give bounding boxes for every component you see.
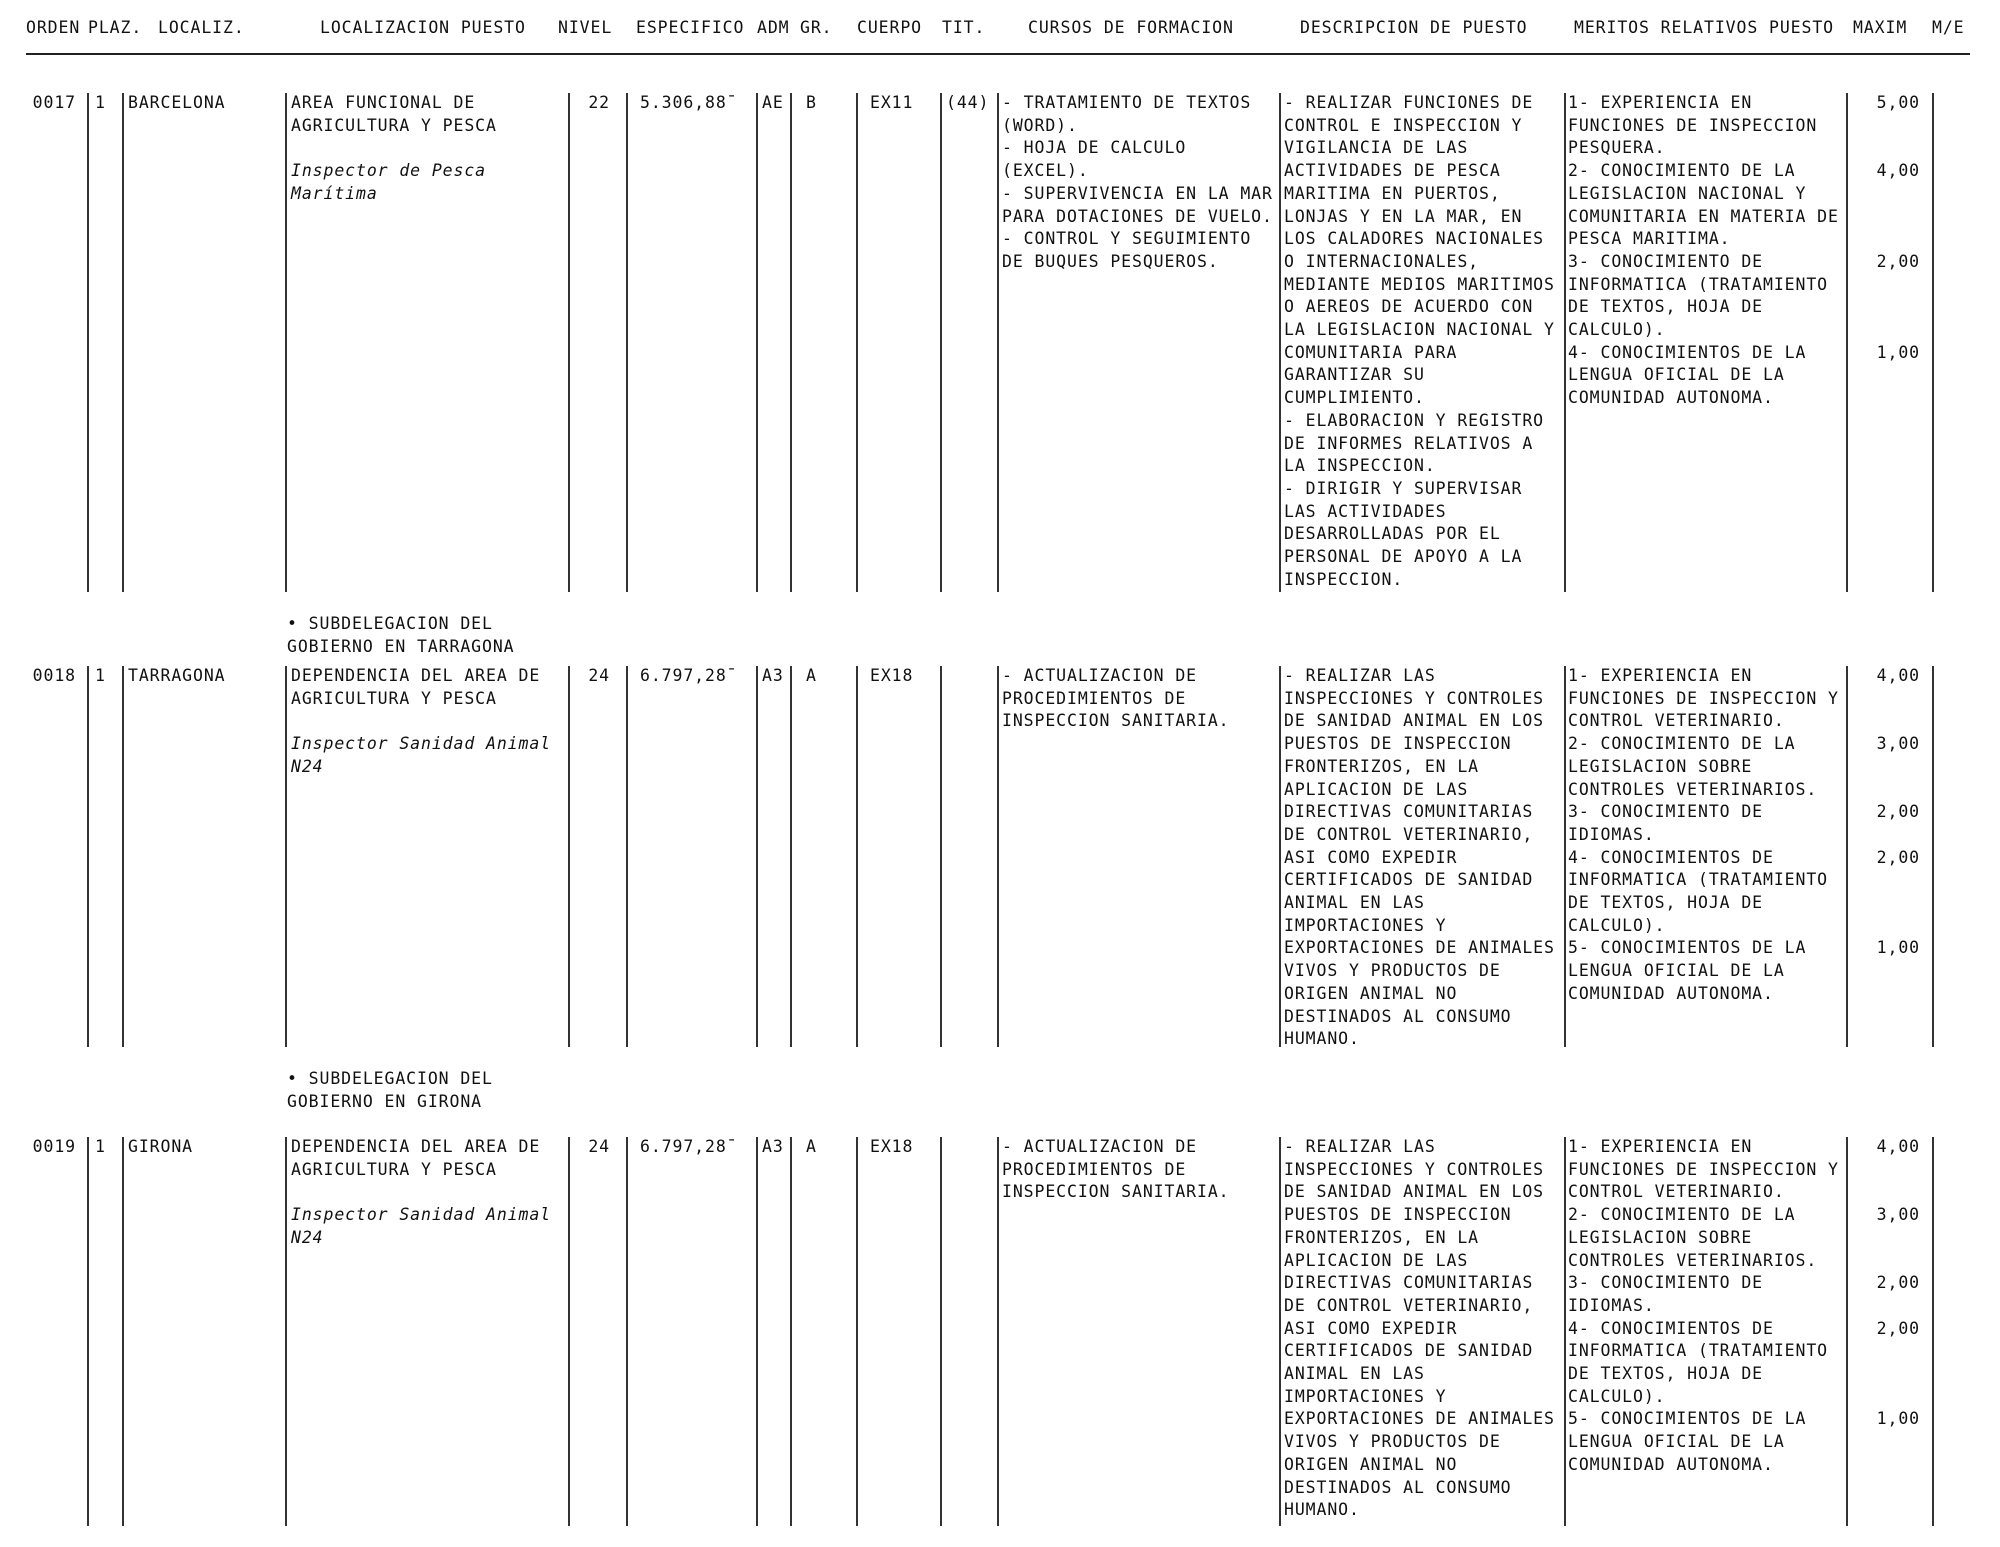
cursos-line: - ACTUALIZACION DE [1002,666,1198,685]
column-divider [940,666,942,1047]
puesto-line: Marítima [291,183,378,203]
descripcion-line: COMUNITARIA PARA [1284,342,1458,362]
column-divider [626,1137,628,1526]
descripcion-line: LA LEGISLACION NACIONAL Y [1284,320,1555,339]
descripcion-line: VIVOS Y PRODUCTOS DE [1284,1432,1501,1452]
descripcion-line: - REALIZAR LAS [1284,1137,1436,1156]
adm-cell: A3 [762,1137,784,1156]
nivel-cell: 22 [588,93,610,112]
nivel-cell: 24 [588,666,610,685]
column-header: DESCRIPCION DE PUESTO [1300,18,1528,37]
gr-cell: A [806,666,817,685]
adm-cell: A3 [762,666,784,685]
meritos-line: INFORMATICA (TRATAMIENTO [1568,274,1829,294]
tit-cell: (44) [946,93,990,112]
meritos-line: COMUNITARIA EN MATERIA DE [1568,206,1839,226]
meritos-line: DE TEXTOS, HOJA DE [1568,1364,1764,1383]
descripcion-line: MARITIMA EN PUERTOS, [1284,183,1501,203]
column-divider [1279,93,1281,592]
column-divider [997,1137,999,1526]
column-divider [790,93,792,592]
cursos-line: PROCEDIMIENTOS DE [1002,688,1187,708]
meritos-line: FUNCIONES DE INSPECCION Y [1568,688,1839,708]
meritos-line: DE TEXTOS, HOJA DE [1568,893,1764,912]
cursos-line: PROCEDIMIENTOS DE [1002,1159,1187,1179]
cursos-line: (EXCEL). [1002,161,1089,181]
puesto-line: DEPENDENCIA DEL AREA DE [291,666,541,685]
column-divider [940,1137,942,1526]
puesto-line: DEPENDENCIA DEL AREA DE [291,1137,541,1156]
meritos-line: 1- EXPERIENCIA EN [1568,1137,1753,1156]
descripcion-line: ACTIVIDADES DE PESCA [1284,161,1501,181]
meritos-line: COMUNIDAD AUTONOMA. [1568,1454,1774,1474]
descripcion-line: - REALIZAR FUNCIONES DE [1284,93,1534,112]
descripcion-line: CERTIFICADOS DE SANIDAD [1284,1341,1534,1361]
column-header: CUERPO [857,18,923,37]
column-divider [1279,1137,1281,1526]
cursos-line: - HOJA DE CALCULO [1002,138,1187,158]
column-header: TIT. [942,18,986,37]
descripcion-line: PUESTOS DE INSPECCION [1284,734,1512,754]
especifico-cell: 5.306,88¯ [640,93,738,112]
column-divider [790,1137,792,1526]
column-divider [87,666,89,1047]
descripcion-line: ANIMAL EN LAS [1284,893,1425,912]
meritos-line: COMUNIDAD AUTONOMA. [1568,388,1774,408]
meritos-line: CONTROLES VETERINARIOS. [1568,1250,1818,1270]
meritos-line: 2- CONOCIMIENTO DE LA [1568,161,1796,181]
descripcion-line: - ELABORACION Y REGISTRO [1284,410,1545,430]
column-header: PLAZ. [88,18,143,37]
maxim-value: 3,00 [1876,1205,1920,1225]
puesto-line: Inspector Sanidad Animal [291,1205,552,1225]
maxim-value: 2,00 [1876,1273,1920,1293]
meritos-line: INFORMATICA (TRATAMIENTO [1568,870,1829,890]
cursos-line: - CONTROL Y SEGUIMIENTO [1002,229,1252,249]
column-header: ADM [757,18,790,37]
meritos-line: FUNCIONES DE INSPECCION Y [1568,1159,1839,1179]
descripcion-line: IMPORTACIONES Y [1284,1386,1447,1406]
descripcion-line: FRONTERIZOS, EN LA [1284,1227,1480,1247]
column-divider [1846,666,1848,1047]
meritos-line: LENGUA OFICIAL DE LA [1568,1432,1785,1452]
section-heading: • SUBDELEGACION DEL GOBIERNO EN GIRONA [287,1069,493,1111]
column-divider [790,666,792,1047]
column-divider [1932,93,1934,592]
meritos-line: 3- CONOCIMIENTO DE [1568,251,1764,271]
column-header: MAXIM [1853,18,1908,37]
column-divider [568,666,570,1047]
puesto-line: AREA FUNCIONAL DE [291,93,476,112]
orden-cell: 0019 [32,1137,76,1156]
column-divider [285,93,287,592]
meritos-line: PESCA MARITIMA. [1568,229,1731,249]
column-header: LOCALIZ. [158,18,245,37]
meritos-line: LENGUA OFICIAL DE LA [1568,365,1785,385]
descripcion-line: DE CONTROL VETERINARIO, [1284,824,1534,844]
descripcion-line: APLICACION DE LAS [1284,1250,1469,1270]
localiz-cell: TARRAGONA [128,666,226,685]
column-divider [940,93,942,592]
meritos-line: CONTROL VETERINARIO. [1568,1182,1785,1202]
puesto-line: AGRICULTURA Y PESCA [291,1159,497,1179]
meritos-line: LEGISLACION SOBRE [1568,1227,1753,1247]
meritos-line: DE TEXTOS, HOJA DE [1568,297,1764,317]
descripcion-line: O AEREOS DE ACUERDO CON [1284,297,1534,317]
descripcion-line: INSPECCIONES Y CONTROLES [1284,1159,1545,1179]
descripcion-line: DE INFORMES RELATIVOS A [1284,433,1534,453]
cuerpo-cell: EX11 [870,93,914,112]
column-divider [1932,666,1934,1047]
puesto-line: N24 [291,756,324,776]
descripcion-line: CUMPLIMIENTO. [1284,388,1425,408]
cuerpo-cell: EX18 [870,666,914,685]
meritos-line: 2- CONOCIMIENTO DE LA [1568,1205,1796,1225]
descripcion-line: EXPORTACIONES DE ANIMALES [1284,938,1555,958]
column-divider [1564,93,1566,592]
meritos-line: PESQUERA. [1568,138,1666,158]
descripcion-line: DE SANIDAD ANIMAL EN LOS [1284,711,1545,731]
descripcion-line: VIVOS Y PRODUCTOS DE [1284,961,1501,981]
meritos-line: CONTROLES VETERINARIOS. [1568,779,1818,799]
column-header: LOCALIZACION PUESTO [320,18,526,37]
meritos-line: CALCULO). [1568,320,1666,339]
meritos-line: 4- CONOCIMIENTOS DE LA [1568,342,1807,362]
meritos-line: 3- CONOCIMIENTO DE [1568,802,1764,822]
meritos-line: 1- EXPERIENCIA EN [1568,666,1753,685]
plaz-cell: 1 [95,1137,106,1156]
column-divider [1932,1137,1934,1526]
meritos-line: 1- EXPERIENCIA EN [1568,93,1753,112]
column-divider [87,93,89,592]
descripcion-line: ASI COMO EXPEDIR [1284,1318,1458,1338]
descripcion-line: DE SANIDAD ANIMAL EN LOS [1284,1182,1545,1202]
column-divider [856,1137,858,1526]
maxim-value: 2,00 [1876,802,1920,822]
column-divider [1564,1137,1566,1526]
puesto-line: Inspector de Pesca [291,161,487,181]
descripcion-line: EXPORTACIONES DE ANIMALES [1284,1409,1555,1429]
descripcion-line: IMPORTACIONES Y [1284,915,1447,935]
orden-cell: 0017 [32,93,76,112]
meritos-line: IDIOMAS. [1568,1295,1655,1315]
puesto-line: AGRICULTURA Y PESCA [291,115,497,135]
cuerpo-cell: EX18 [870,1137,914,1156]
descripcion-line: ASI COMO EXPEDIR [1284,847,1458,867]
gr-cell: B [806,93,817,112]
meritos-line: CALCULO). [1568,1386,1666,1406]
maxim-value: 3,00 [1876,734,1920,754]
column-divider [856,666,858,1047]
column-header: CURSOS DE FORMACION [1028,18,1234,37]
descripcion-line: FRONTERIZOS, EN LA [1284,756,1480,776]
column-divider [626,93,628,592]
meritos-line: LEGISLACION NACIONAL Y [1568,183,1807,203]
descripcion-line: DESTINADOS AL CONSUMO [1284,1006,1512,1026]
puesto-line: Inspector Sanidad Animal [291,734,552,754]
cursos-line: - ACTUALIZACION DE [1002,1137,1198,1156]
maxim-value: 4,00 [1876,161,1920,181]
descripcion-line: O INTERNACIONALES, [1284,251,1480,271]
descripcion-line: CERTIFICADOS DE SANIDAD [1284,870,1534,890]
cursos-line: PARA DOTACIONES DE VUELO. [1002,206,1273,226]
descripcion-line: DESTINADOS AL CONSUMO [1284,1477,1512,1497]
maxim-value: 1,00 [1876,938,1920,958]
meritos-line: 5- CONOCIMIENTOS DE LA [1568,938,1807,958]
puesto-line: N24 [291,1227,324,1247]
descripcion-line: HUMANO. [1284,1029,1360,1049]
descripcion-line: ANIMAL EN LAS [1284,1364,1425,1383]
column-divider [626,666,628,1047]
cursos-line: INSPECCION SANITARIA. [1002,1182,1230,1202]
maxim-value: 2,00 [1876,847,1920,867]
column-divider [285,1137,287,1526]
header-rule [26,53,1970,55]
column-header: NIVEL [558,18,613,37]
plaz-cell: 1 [95,666,106,685]
column-header: ESPECIFICO [636,18,745,37]
column-header: MERITOS RELATIVOS PUESTO [1574,18,1835,37]
column-header: ORDEN [26,18,81,37]
cursos-line: - TRATAMIENTO DE TEXTOS [1002,93,1252,112]
maxim-value: 4,00 [1876,666,1920,685]
descripcion-line: DIRECTIVAS COMUNITARIAS [1284,1273,1534,1293]
column-divider [756,93,758,592]
localiz-cell: BARCELONA [128,93,226,112]
meritos-line: IDIOMAS. [1568,824,1655,844]
descripcion-line: PUESTOS DE INSPECCION [1284,1205,1512,1225]
descripcion-line: LAS ACTIVIDADES [1284,501,1447,521]
descripcion-line: DIRECTIVAS COMUNITARIAS [1284,802,1534,822]
column-divider [568,1137,570,1526]
meritos-line: CONTROL VETERINARIO. [1568,711,1785,731]
nivel-cell: 24 [588,1137,610,1156]
column-divider [1564,666,1566,1047]
descripcion-line: DESARROLLADAS POR EL [1284,524,1501,544]
cursos-line: DE BUQUES PESQUEROS. [1002,251,1219,271]
puesto-line: AGRICULTURA Y PESCA [291,688,497,708]
cursos-line: INSPECCION SANITARIA. [1002,711,1230,731]
column-header: M/E [1932,18,1965,37]
orden-cell: 0018 [32,666,76,685]
column-divider [122,93,124,592]
column-divider [122,1137,124,1526]
meritos-line: 4- CONOCIMIENTOS DE [1568,847,1774,867]
maxim-value: 4,00 [1876,1137,1920,1156]
descripcion-line: PERSONAL DE APOYO A LA [1284,547,1523,566]
meritos-line: 4- CONOCIMIENTOS DE [1568,1318,1774,1338]
descripcion-line: APLICACION DE LAS [1284,779,1469,799]
column-divider [568,93,570,592]
descripcion-line: - DIRIGIR Y SUPERVISAR [1284,478,1523,498]
meritos-line: 5- CONOCIMIENTOS DE LA [1568,1409,1807,1429]
maxim-value: 2,00 [1876,251,1920,271]
descripcion-line: CONTROL E INSPECCION Y [1284,115,1523,135]
column-divider [1846,93,1848,592]
descripcion-line: - REALIZAR LAS [1284,666,1436,685]
meritos-line: FUNCIONES DE INSPECCION [1568,115,1818,135]
meritos-line: COMUNIDAD AUTONOMA. [1568,983,1774,1003]
maxim-value: 1,00 [1876,1409,1920,1429]
column-divider [856,93,858,592]
descripcion-line: LOS CALADORES NACIONALES [1284,229,1545,249]
column-header: GR. [800,18,833,37]
plaz-cell: 1 [95,93,106,112]
descripcion-line: LONJAS Y EN LA MAR, EN [1284,206,1523,226]
descripcion-line: DE CONTROL VETERINARIO, [1284,1295,1534,1315]
maxim-value: 1,00 [1876,342,1920,362]
column-divider [87,1137,89,1526]
meritos-line: INFORMATICA (TRATAMIENTO [1568,1341,1829,1361]
descripcion-line: GARANTIZAR SU [1284,365,1425,385]
descripcion-line: INSPECCIONES Y CONTROLES [1284,688,1545,708]
column-divider [756,666,758,1047]
column-divider [997,666,999,1047]
column-divider [1846,1137,1848,1526]
column-divider [756,1137,758,1526]
descripcion-line: HUMANO. [1284,1500,1360,1520]
meritos-line: 2- CONOCIMIENTO DE LA [1568,734,1796,754]
section-heading: • SUBDELEGACION DEL GOBIERNO EN TARRAGONA [287,614,515,656]
especifico-cell: 6.797,28¯ [640,1137,738,1156]
maxim-value: 5,00 [1876,93,1920,112]
gr-cell: A [806,1137,817,1156]
meritos-line: LENGUA OFICIAL DE LA [1568,961,1785,981]
localiz-cell: GIRONA [128,1137,194,1156]
meritos-line: CALCULO). [1568,915,1666,935]
cursos-line: - SUPERVIVENCIA EN LA MAR [1002,183,1273,203]
column-divider [997,93,999,592]
descripcion-line: MEDIANTE MEDIOS MARITIMOS [1284,274,1555,294]
column-divider [285,666,287,1047]
maxim-value: 2,00 [1876,1318,1920,1338]
descripcion-line: LA INSPECCION. [1284,456,1436,476]
column-divider [1279,666,1281,1047]
meritos-line: 3- CONOCIMIENTO DE [1568,1273,1764,1293]
descripcion-line: INSPECCION. [1284,569,1404,589]
especifico-cell: 6.797,28¯ [640,666,738,685]
descripcion-line: ORIGEN ANIMAL NO [1284,983,1458,1003]
meritos-line: LEGISLACION SOBRE [1568,756,1753,776]
descripcion-line: VIGILANCIA DE LAS [1284,138,1469,158]
descripcion-line: ORIGEN ANIMAL NO [1284,1454,1458,1474]
column-divider [122,666,124,1047]
adm-cell: AE [762,93,784,112]
cursos-line: (WORD). [1002,115,1078,135]
